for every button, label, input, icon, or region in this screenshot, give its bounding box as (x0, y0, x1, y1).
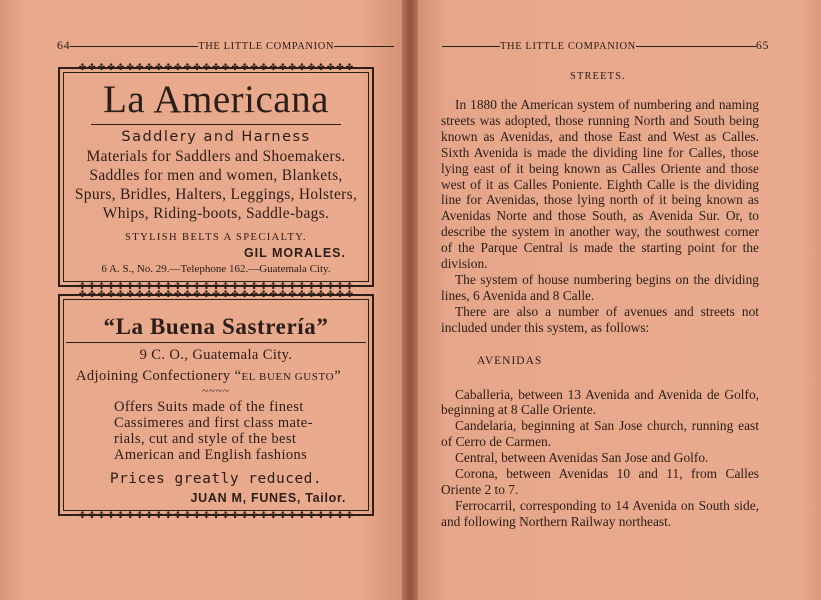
avenida-entry: Caballeria, between 13 Avenida and Avenida de Golfo, beginning at 8 Calle Oriente. (441, 386, 759, 418)
avenida-entry: Ferrocarril, corresponding to 14 Avenida on South side, and following Northern Railway northeast. (441, 497, 759, 529)
ad-adjoining-name: EL BUEN GUSTO (241, 371, 335, 383)
ad-divider (66, 342, 366, 343)
avenidas-subheading: AVENIDAS (477, 354, 543, 367)
ad-body-line: Materials for Saddlers and Shoemakers. (86, 148, 346, 165)
avenida-entry: Central, between Avenidas San Jose and Golfo. (455, 450, 709, 466)
ad-title: “La Buena Sastrería” (103, 314, 329, 339)
ad-adjoining-quote: ” (334, 368, 342, 384)
streets-text (441, 97, 759, 530)
ad-body-line: Whips, Riding-boots, Saddle-bags. (102, 205, 330, 222)
ad-title: La Americana (103, 78, 329, 121)
avenida-entry: Corona, between Avenidas 10 and 11, from Calles Oriente 2 to 7. (441, 466, 759, 497)
ad-body-line: Spurs, Bridles, Halters, Leggings, Holsters, (74, 186, 358, 203)
ornament-border-top: ✤✤✤✤✤✤✤✤✤✤✤✤✤✤✤✤✤✤✤✤✤✤✤✤✤✤✤✤✤ (78, 63, 356, 72)
left-running-title: THE LITTLE COMPANION (198, 41, 335, 52)
book-gutter (402, 0, 418, 600)
ad-offer-line: Offers Suits made of the finest (114, 399, 304, 415)
avenida-entry: Candelaria, beginning at San Jose church, running east of Cerro de Carmen. (441, 418, 759, 450)
ad-offer-line: rials, cut and style of the best (114, 431, 297, 447)
right-running-head (442, 38, 769, 53)
right-page-number: 65 (755, 38, 770, 52)
ad-offer-line: American and English fashions (114, 447, 308, 463)
ad-proprietor: JUAN M, FUNES, Tailor. (190, 491, 346, 505)
left-page-number: 64 (57, 38, 71, 52)
ornament-border-bottom: ✤✤✤✤✤✤✤✤✤✤✤✤✤✤✤✤✤✤✤✤✤✤✤✤✤✤✤✤✤ (78, 282, 356, 291)
ad-subtitle: Saddlery and Harness (121, 129, 311, 145)
ad-offer (60, 399, 372, 463)
ornament-border-top: ✤✤✤✤✤✤✤✤✤✤✤✤✤✤✤✤✤✤✤✤✤✤✤✤✤✤✤✤✤ (78, 290, 356, 299)
ornament-border-bottom: ✤✤✤✤✤✤✤✤✤✤✤✤✤✤✤✤✤✤✤✤✤✤✤✤✤✤✤✤✤ (78, 511, 356, 520)
ad-adjoining (60, 368, 372, 385)
ad-body (60, 147, 372, 223)
ad-adjoining-text: Adjoining Confectionery “ (76, 368, 242, 384)
right-running-title: THE LITTLE COMPANION (500, 41, 636, 52)
ad-specialty: STYLISH BELTS A SPECIALTY. (125, 232, 307, 243)
ad-proprietor: GIL MORALES. (243, 246, 346, 260)
ad-la-americana (58, 63, 374, 291)
swash-ornament: ~~~~ (202, 385, 230, 397)
ad-body-line: Saddles for men and women, Blankets, (89, 167, 343, 184)
section-heading: STREETS. (570, 71, 626, 82)
ad-address: 9 C. O., Guatemala City. (139, 347, 293, 363)
ad-divider (91, 124, 341, 125)
paragraph: There are also a number of avenues and streets not included under this system, as follows: (441, 303, 759, 335)
ad-offer-line: Cassimeres and first class mate- (114, 415, 313, 431)
left-running-head (57, 38, 394, 53)
paragraph: In 1880 the American system of numbering and naming streets was adopted, those running North and South being known as Avenidas, and those East and West as Calles. Sixth Avenida is made the dividing line for Calles, those lying east of it being known as Calles Oriente and those west of it as Calles Poniente. Eighth Calle is the dividing line for Avenidas, those lying north of it being known as Avenidas Norte and those South, as Avenida Sur. Or, to describe the system in another way, the southwest corner of the Parque Central is made the starting point for the division. (441, 97, 759, 272)
paragraph: The system of house numbering begins on the dividing lines, 6 Avenida and 8 Calle. (441, 271, 759, 303)
ad-prices: Prices greatly reduced. (109, 471, 323, 487)
ad-la-buena-sastreria (58, 290, 374, 520)
ad-address: 6 A. S., No. 29.—Telephone 162.—Guatemala City. (101, 263, 331, 275)
